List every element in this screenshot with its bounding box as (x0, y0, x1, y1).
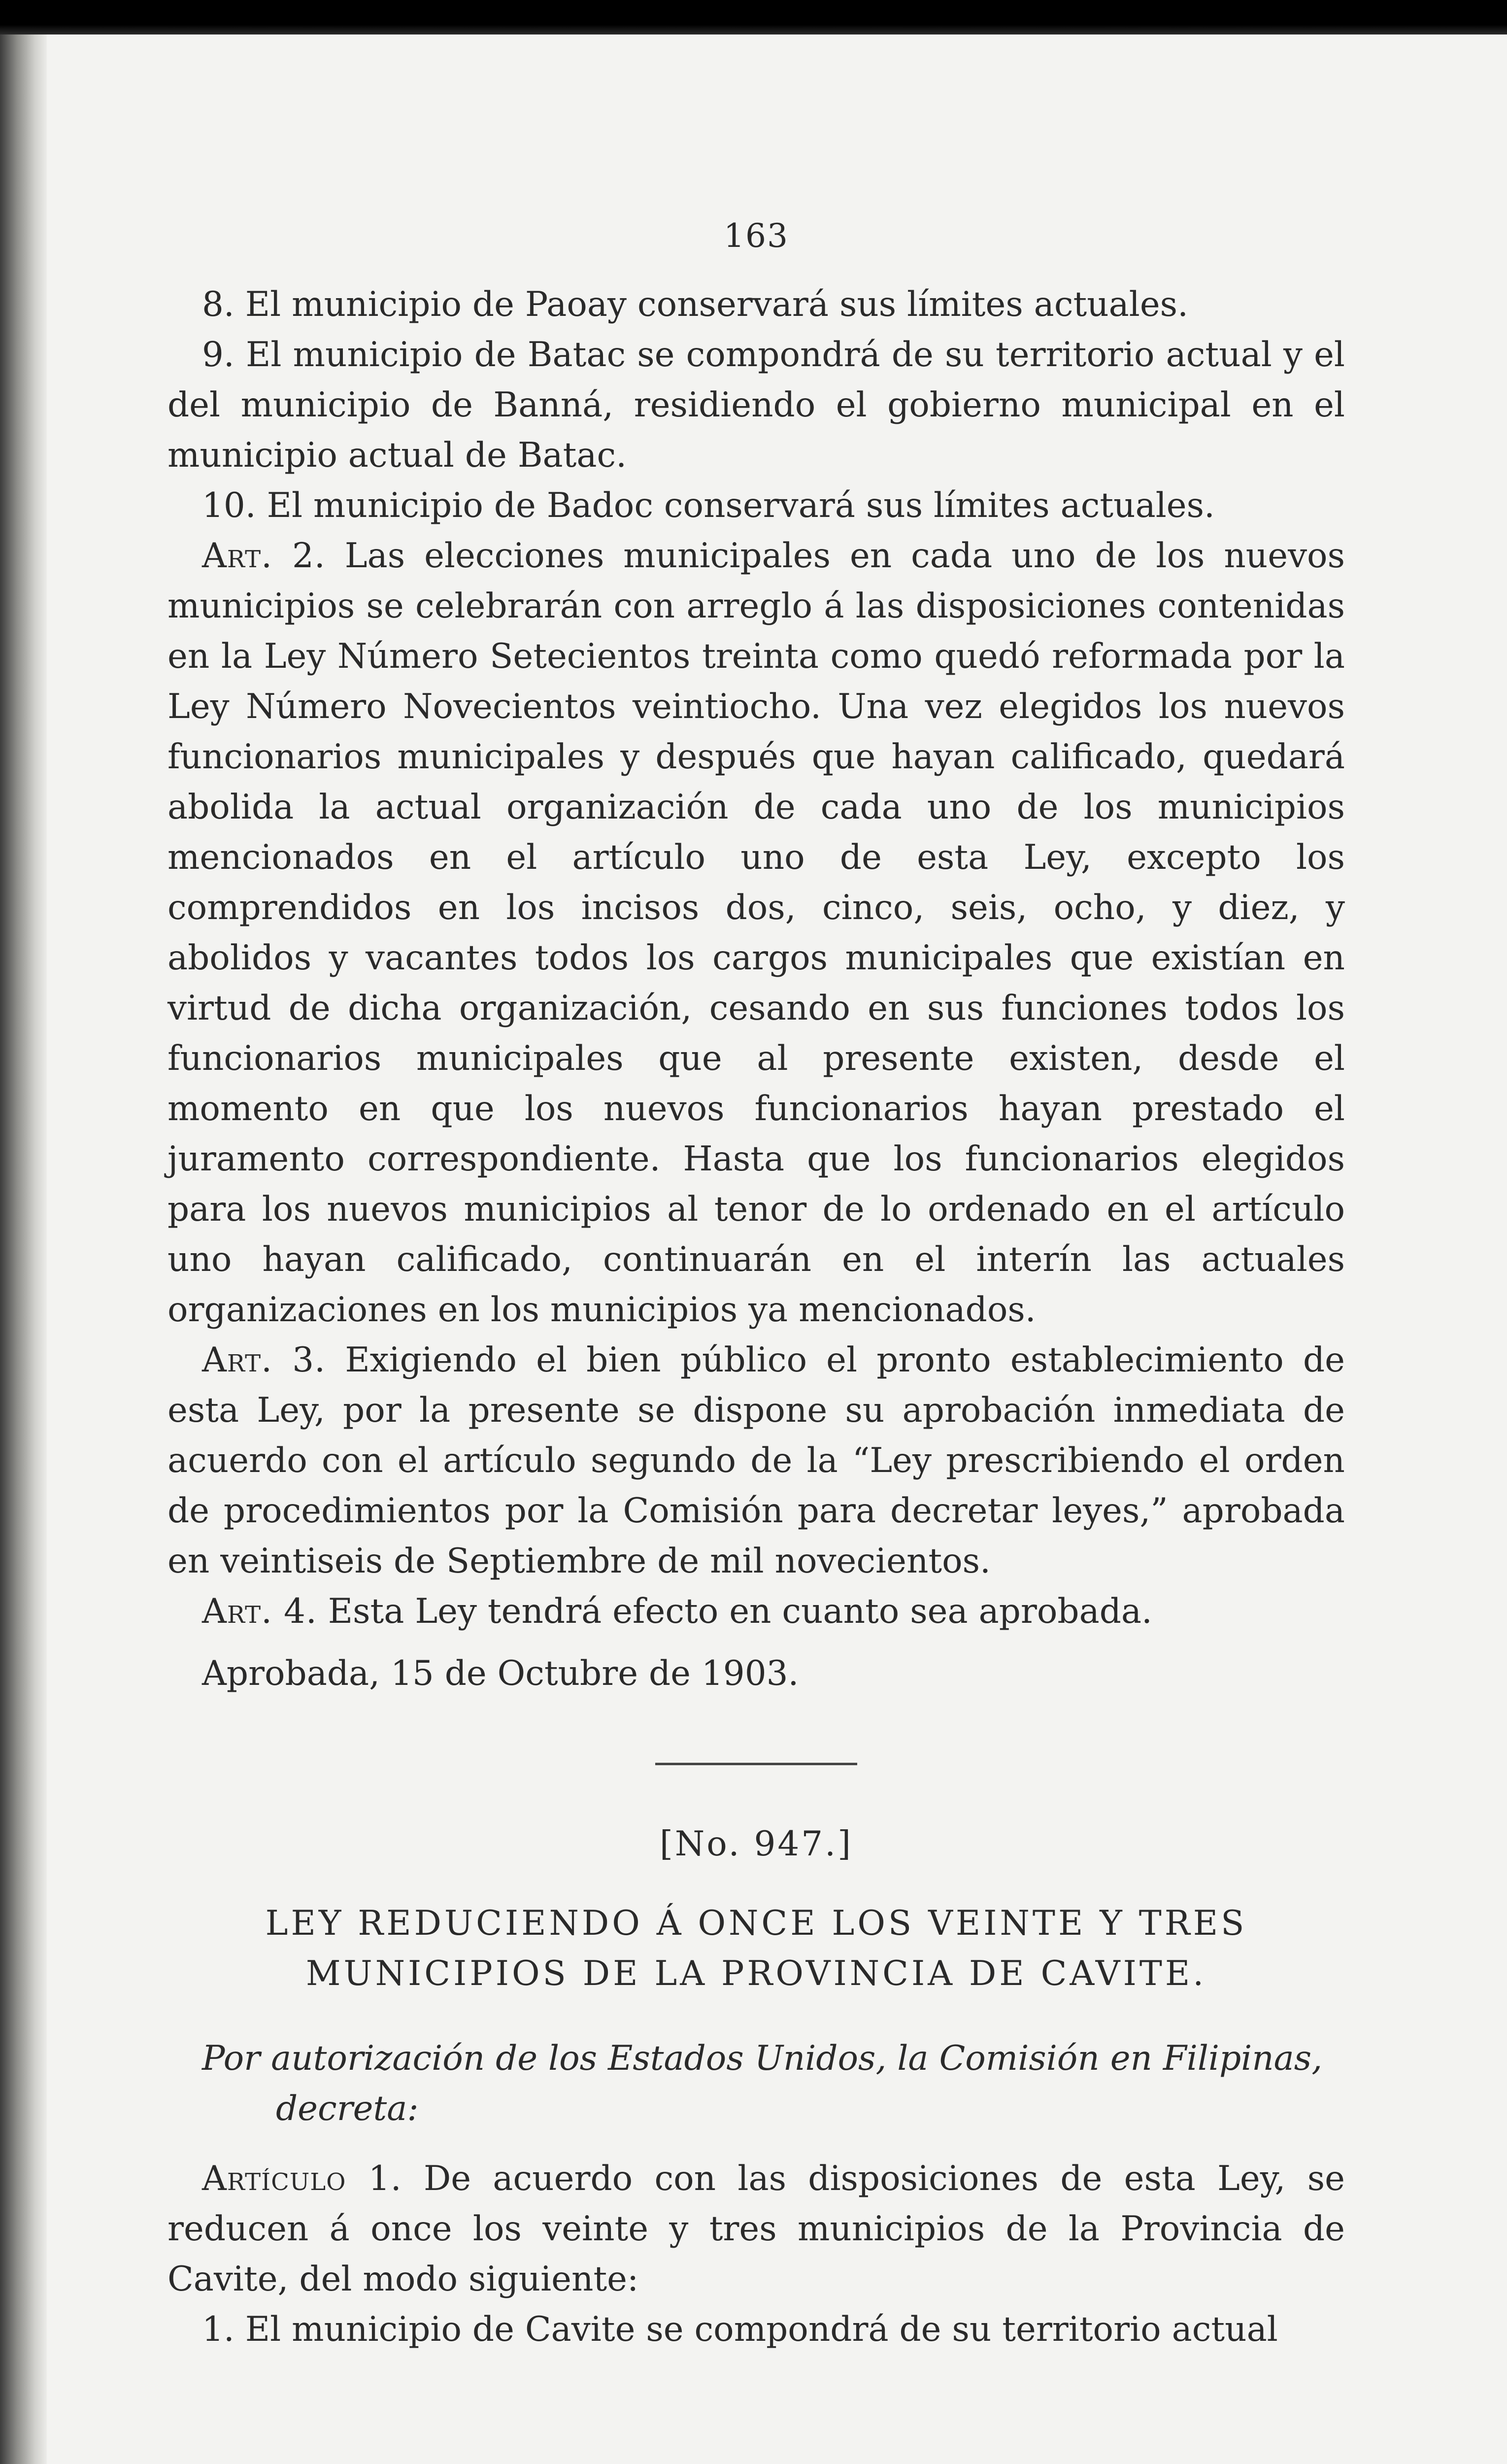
article-1-label: Artículo 1. (202, 2159, 402, 2198)
article-1 (167, 2154, 1345, 2304)
article-3 (167, 1335, 1345, 1586)
article-2-text: Las elecciones municipales en cada uno de los nuevos municipios se celebrarán con arreglo á las disposiciones contenidas en la Ley Número Setecientos treinta como quedó reformada por la Ley Número Novecientos veintiocho. Una vez elegidos los nuevos funcionarios municipales y después que hayan calificado, quedará abolida la actual organización de cada uno de los municipios mencionados en el artículo uno de esta Ley, excepto los comprendidos en los incisos dos, cinco, seis, ocho, y diez, y abolidos y vacantes todos los cargos municipales que existían en virtud de dicha organización, cesando en sus funciones todos los funcionarios municipales que al presente existen, desde el momento en que los nuevos funcionarios hayan prestado el juramento correspondiente. Hasta que los funcionarios elegidos para los nuevos municipios al tenor de lo ordenado en el artículo uno hayan calificado, continuarán en el interín las actuales organizaciones en los municipios ya mencionados. (167, 536, 1345, 1330)
law-title: LEY REDUCIENDO Á ONCE LOS VEINTE Y TRES MUNICIPIOS DE LA PROVINCIA DE CAVITE. (265, 1904, 1247, 1993)
article-4-text: Esta Ley tendrá efecto en cuanto sea aprobada. (328, 1592, 1152, 1631)
scan-binding-edge (0, 34, 47, 2464)
article-2-label: Art. 2. (202, 536, 326, 576)
page-number: 163 (724, 217, 789, 255)
article-4-label: Art. 4. (202, 1592, 317, 1631)
document-page (167, 217, 1345, 2355)
paragraph-item-10: 10. El municipio de Badoc conservará sus límites actuales. (202, 486, 1215, 525)
section-divider (655, 1763, 857, 1765)
article-4 (167, 1586, 1345, 1637)
article-2 (167, 531, 1345, 1335)
article-3-text: Exigiendo el bien público el pronto establecimiento de esta Ley, por la presente se dispone su aprobación inmediata de acuerdo con el artículo segundo de la “Ley prescribiendo el orden de procedimientos por la Comisión para decretar leyes,” aprobada en veintiseis de Septiembre de mil novecientos. (167, 1340, 1345, 1581)
enacting-clause-line-2: decreta: (276, 2089, 419, 2128)
paragraph-item-8: 8. El municipio de Paoay conservará sus límites actuales. (202, 285, 1189, 324)
law-number: [No. 947.] (659, 1824, 853, 1864)
scan-top-edge (0, 0, 1507, 34)
enacting-clause (167, 2033, 1345, 2134)
article-1-text: De acuerdo con las disposiciones de esta Ley, se reducen á once los veinte y tres municipios de la Provincia de Cavite, del modo siguiente: (167, 2159, 1345, 2299)
article-3-label: Art. 3. (202, 1340, 326, 1380)
enacting-clause-line-1: Por autorización de los Estados Unidos, la Comisión en Filipinas, (202, 2039, 1323, 2078)
paragraph-item-9: 9. El municipio de Batac se compondrá de su territorio actual y el del municipio de Banná, residiendo el gobierno municipal en el municipio actual de Batac. (167, 335, 1345, 475)
approval-date: Aprobada, 15 de Octubre de 1903. (202, 1654, 799, 1693)
list-item-1: 1. El municipio de Cavite se compondrá de su territorio actual (202, 2310, 1278, 2349)
